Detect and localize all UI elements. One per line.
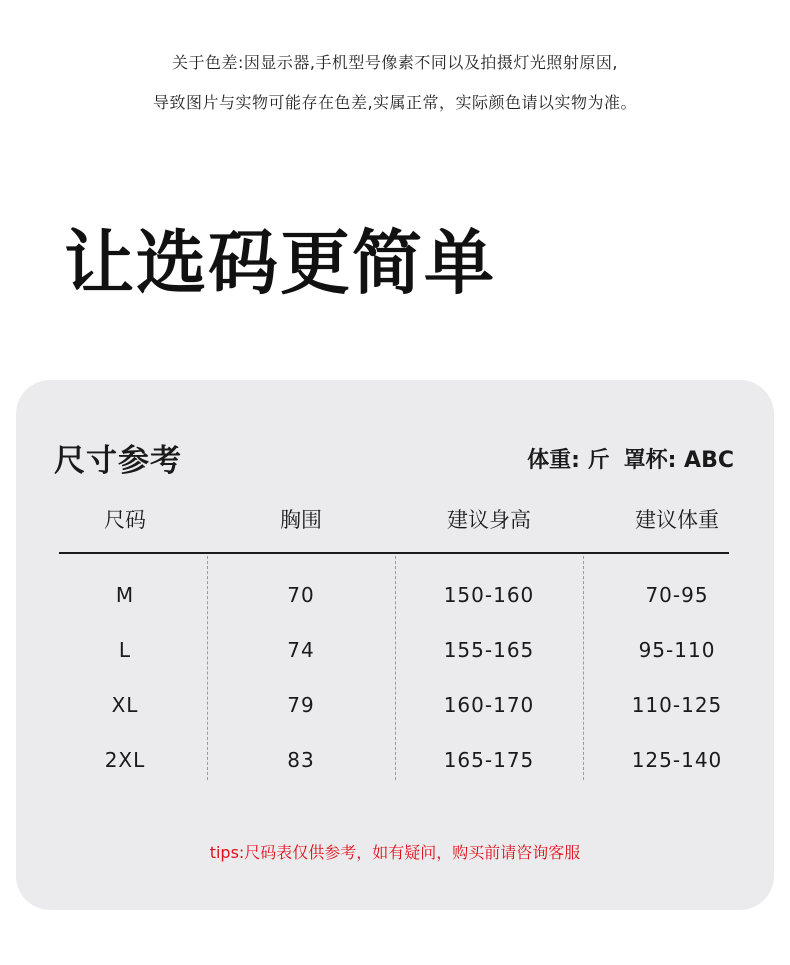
table-cell-weight: 95-110	[638, 638, 716, 662]
header-divider	[59, 552, 729, 554]
size-chart-tips: tips:尺码表仅供参考，如有疑问，购买前请咨询客服	[209, 843, 581, 862]
table-cell-height: 155-165	[443, 638, 535, 662]
color-disclaimer-line-1: 关于色差:因显示器,手机型号像素不同以及拍摄灯光照射原因,	[171, 53, 619, 72]
table-cell-size: 2XL	[104, 748, 146, 772]
table-cell-height: 150-160	[443, 583, 535, 607]
table-cell-weight: 70-95	[645, 583, 709, 607]
size-chart-card	[16, 380, 774, 910]
cup-label: 罩杯: ABC	[623, 448, 734, 473]
table-cell-bust: 79	[287, 693, 315, 717]
column-header-bust: 胸围	[280, 508, 322, 532]
table-cell-height: 160-170	[443, 693, 535, 717]
table-cell-size: M	[115, 583, 135, 607]
size-chart-meta	[527, 443, 734, 474]
table-cell-size: L	[118, 638, 132, 662]
size-chart-title: 尺寸参考	[54, 443, 182, 479]
weight-unit-label: 体重: 斤	[527, 448, 610, 473]
table-cell-size: XL	[111, 693, 139, 717]
column-header-height: 建议身高	[447, 508, 531, 532]
table-cell-bust: 70	[287, 583, 315, 607]
color-disclaimer-line-2: 导致图片与实物可能存在色差,实属正常，实际颜色请以实物为准。	[152, 93, 638, 112]
table-cell-bust: 83	[287, 748, 315, 772]
column-header-size: 尺码	[104, 508, 146, 532]
table-cell-bust: 74	[287, 638, 315, 662]
page-headline: 让选码更简单	[64, 222, 496, 304]
table-cell-height: 165-175	[443, 748, 535, 772]
table-cell-weight: 125-140	[631, 748, 723, 772]
table-cell-weight: 110-125	[631, 693, 723, 717]
column-header-weight: 建议体重	[635, 508, 719, 532]
